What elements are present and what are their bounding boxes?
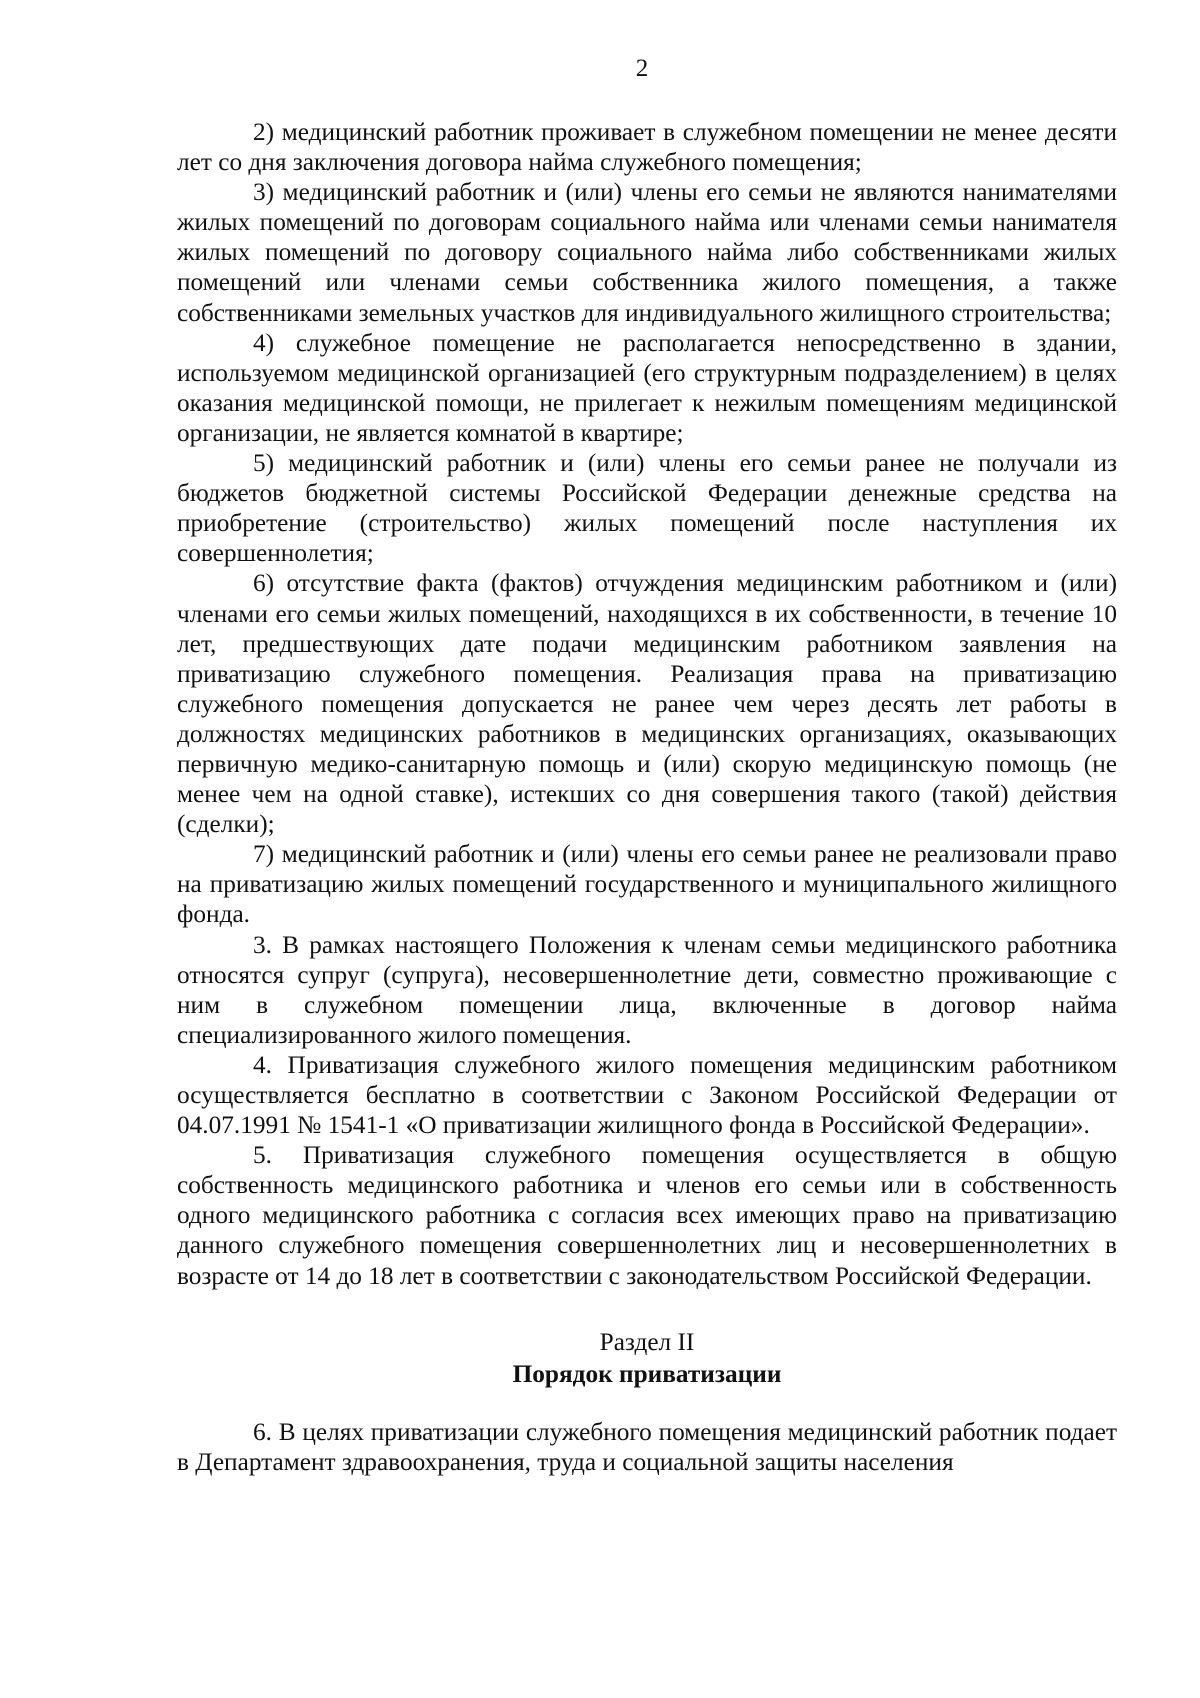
paragraph-item-7: 7) медицинский работник и (или) члены его семьи ранее не реализовали право на приватизацию жилых помещений государственного и муниципального жилищного фонда.	[177, 840, 1117, 929]
document-body	[177, 117, 1117, 1477]
section-title: Порядок приватизации	[512, 1359, 782, 1388]
paragraph-clause-6: 6. В целях приватизации служебного помещения медицинский работник подает в Департамент здравоохранения, труда и социальной защиты населения	[177, 1417, 1117, 1476]
paragraph-item-6: 6) отсутствие факта (фактов) отчуждения медицинским работником и (или) членами его семьи жилых помещений, находящихся в их собственности, в течение 10 лет, предшествующих дате подачи медицинским работником заявления на приватизацию служебного помещения. Реализация права на приватизацию служебного помещения допускается не ранее чем через десять лет работы в должностях медицинских работников в медицинских организациях, оказывающих первичную медико-санитарную помощь и (или) скорую медицинскую помощь (не менее чем на одной ставке), истекших со дня совершения такого (такой) действия (сделки);	[177, 569, 1117, 839]
section-label: Раздел II	[599, 1327, 695, 1356]
paragraph-item-3: 3) медицинский работник и (или) члены его семьи не являются нанимателями жилых помещений по договорам социального найма или членами семьи нанимателя жилых помещений по договору социального найма либо собственниками жилых помещений или членами семьи собственника жилого помещения, а также собственниками земельных участков для индивидуального жилищного строительства;	[177, 178, 1117, 327]
paragraph-item-4: 4) служебное помещение не располагается непосредственно в здании, используемом медицинской организацией (его структурным подразделением) в целях оказания медицинской помощи, не прилегает к нежилым помещениям медицинской организации, не является комнатой в квартире;	[177, 328, 1117, 447]
paragraph-clause-4: 4. Приватизация служебного жилого помещения медицинским работником осуществляется бесплатно в соответствии с Законом Российской Федерации от 04.07.1991 № 1541-1 «О приватизации жилищного фонда в Российской Федерации».	[177, 1050, 1117, 1140]
section-title-spacer	[177, 1390, 1117, 1417]
paragraph-clause-3: 3. В рамках настоящего Положения к членам семьи медицинского работника относятся супруг (супруга), несовершеннолетние дети, совместно проживающие с ним в служебном помещении лица, включенные в договор найма специализированного жилого помещения.	[177, 930, 1117, 1049]
section-spacer	[177, 1291, 1117, 1326]
paragraph-item-5: 5) медицинский работник и (или) члены его семьи ранее не получали из бюджетов бюджетной системы Российской Федерации денежные средства на приобретение (строительство) жилых помещений после наступления их совершеннолетия;	[177, 449, 1117, 568]
page-number: 2	[635, 55, 649, 82]
paragraph-item-2: 2) медицинский работник проживает в служебном помещении не менее десяти лет со дня заключения договора найма служебного помещения;	[177, 118, 1117, 177]
paragraph-clause-5: 5. Приватизация служебного помещения осуществляется в общую собственность медицинского работника и членов его семьи или в собственность одного медицинского работника с согласия всех имеющих право на приватизацию данного служебного помещения совершеннолетних лиц и несовершеннолетних в возрасте от 14 до 18 лет в соответствии с законодательством Российской Федерации.	[177, 1141, 1117, 1290]
